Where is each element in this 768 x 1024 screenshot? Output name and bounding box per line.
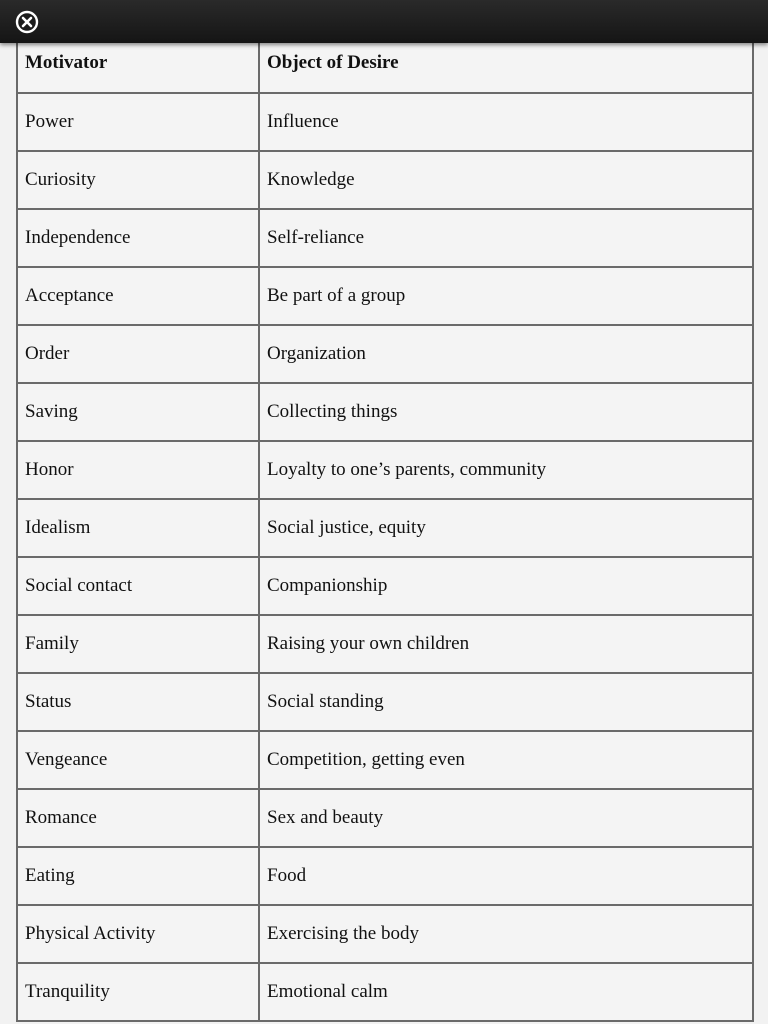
object-of-desire-cell: Influence: [259, 93, 753, 151]
object-of-desire-cell: Social standing: [259, 673, 753, 731]
motivator-cell: Tranquility: [17, 963, 259, 1021]
motivator-cell: Honor: [17, 441, 259, 499]
table-row: [17, 789, 753, 847]
motivator-cell: Saving: [17, 383, 259, 441]
table-row: [17, 963, 753, 1021]
motivators-table: [16, 16, 754, 1022]
viewer-toolbar: [0, 0, 768, 43]
motivator-cell: Curiosity: [17, 151, 259, 209]
table-row: [17, 499, 753, 557]
object-of-desire-cell: Companionship: [259, 557, 753, 615]
table-row: [17, 847, 753, 905]
motivator-cell: Status: [17, 673, 259, 731]
motivator-cell: Acceptance: [17, 267, 259, 325]
table-row: [17, 151, 753, 209]
object-of-desire-cell: Collecting things: [259, 383, 753, 441]
motivator-cell: Power: [17, 93, 259, 151]
object-of-desire-cell: Social justice, equity: [259, 499, 753, 557]
table-row: [17, 673, 753, 731]
table-row: [17, 441, 753, 499]
object-of-desire-cell: Competition, getting even: [259, 731, 753, 789]
motivator-cell: Social contact: [17, 557, 259, 615]
column-header-object-of-desire: Object of Desire: [259, 17, 753, 93]
object-of-desire-cell: Knowledge: [259, 151, 753, 209]
motivator-cell: Eating: [17, 847, 259, 905]
motivator-cell: Order: [17, 325, 259, 383]
object-of-desire-cell: Food: [259, 847, 753, 905]
motivators-table-container: [16, 16, 752, 1024]
motivator-cell: Romance: [17, 789, 259, 847]
close-circle-icon: [15, 10, 39, 34]
table-row: [17, 557, 753, 615]
object-of-desire-cell: Raising your own children: [259, 615, 753, 673]
table-row: [17, 383, 753, 441]
table-row: [17, 325, 753, 383]
object-of-desire-cell: Exercising the body: [259, 905, 753, 963]
close-button[interactable]: [15, 10, 39, 34]
motivator-cell: Independence: [17, 209, 259, 267]
object-of-desire-cell: Organization: [259, 325, 753, 383]
motivator-cell: Idealism: [17, 499, 259, 557]
column-header-motivator: Motivator: [17, 17, 259, 93]
motivator-cell: Vengeance: [17, 731, 259, 789]
object-of-desire-cell: Be part of a group: [259, 267, 753, 325]
table-row: [17, 731, 753, 789]
table-row: [17, 267, 753, 325]
table-row: [17, 905, 753, 963]
table-row: [17, 615, 753, 673]
motivator-cell: Physical Activity: [17, 905, 259, 963]
table-row: [17, 93, 753, 151]
object-of-desire-cell: Loyalty to one’s parents, community: [259, 441, 753, 499]
object-of-desire-cell: Self-reliance: [259, 209, 753, 267]
object-of-desire-cell: Sex and beauty: [259, 789, 753, 847]
table-row: [17, 209, 753, 267]
motivator-cell: Family: [17, 615, 259, 673]
object-of-desire-cell: Emotional calm: [259, 963, 753, 1021]
